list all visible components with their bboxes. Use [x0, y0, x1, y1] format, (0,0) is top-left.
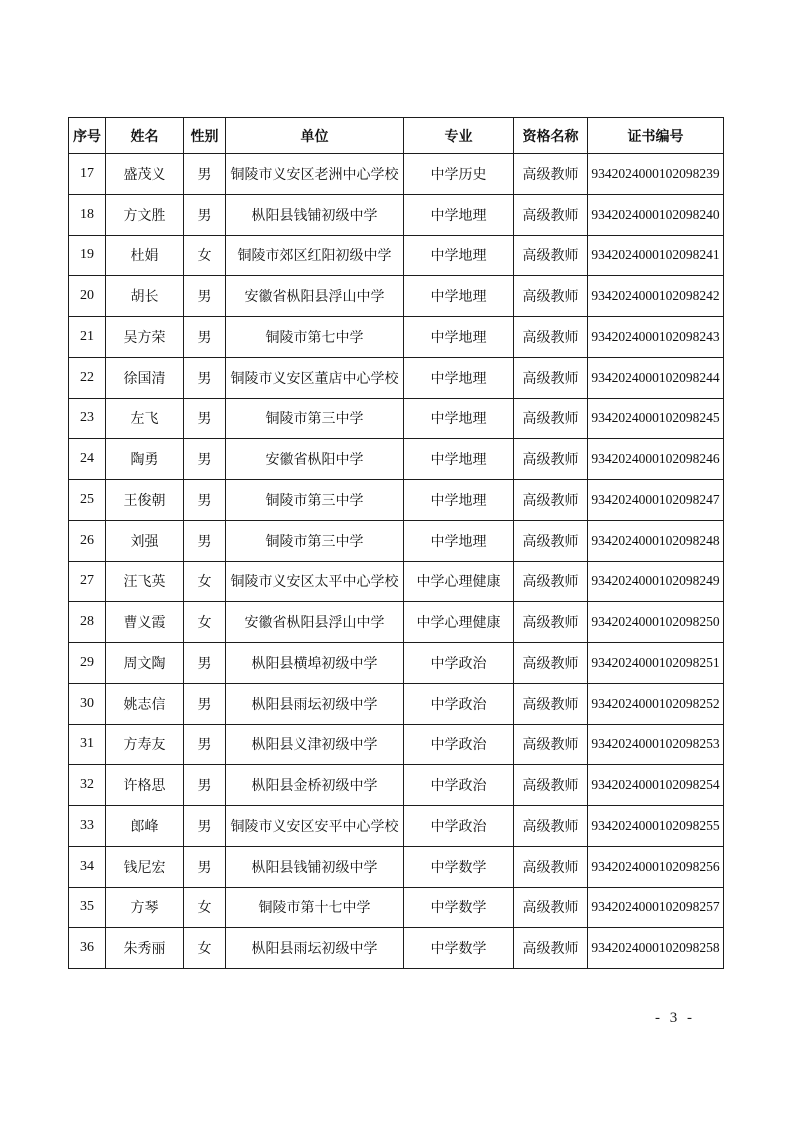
table-cell: 铜陵市郊区红阳初级中学: [226, 235, 404, 276]
table-cell: 钱尼宏: [106, 846, 184, 887]
table-cell: 高级教师: [514, 235, 588, 276]
table-cell: 枞阳县金桥初级中学: [226, 765, 404, 806]
table-cell: 女: [184, 235, 226, 276]
column-header: 序号: [69, 118, 106, 154]
table-cell: 高级教师: [514, 846, 588, 887]
table-cell: 枞阳县横埠初级中学: [226, 643, 404, 684]
table-body: [69, 154, 724, 969]
table-cell: 铜陵市第十七中学: [226, 887, 404, 928]
table-cell: 中学数学: [404, 928, 514, 969]
table-cell: 中学政治: [404, 683, 514, 724]
table-cell: 17: [69, 154, 106, 195]
table-cell: 安徽省枞阳县浮山中学: [226, 276, 404, 317]
column-header: 单位: [226, 118, 404, 154]
table-cell: 中学地理: [404, 317, 514, 358]
table-cell: 9342024000102098242: [588, 276, 724, 317]
table-row: [69, 480, 724, 521]
table-row: [69, 194, 724, 235]
table-cell: 中学数学: [404, 887, 514, 928]
table-cell: 32: [69, 765, 106, 806]
table-cell: 24: [69, 439, 106, 480]
table-cell: 29: [69, 643, 106, 684]
table-cell: 中学历史: [404, 154, 514, 195]
table-cell: 男: [184, 194, 226, 235]
table-cell: 男: [184, 357, 226, 398]
table-cell: 左飞: [106, 398, 184, 439]
page-number: - 3 -: [655, 1010, 695, 1026]
table-row: [69, 398, 724, 439]
table-cell: 男: [184, 643, 226, 684]
table-cell: 中学地理: [404, 357, 514, 398]
table-row: [69, 928, 724, 969]
table-cell: 姚志信: [106, 683, 184, 724]
table-cell: 高级教师: [514, 276, 588, 317]
table-cell: 中学地理: [404, 398, 514, 439]
table-cell: 高级教师: [514, 398, 588, 439]
column-header: 资格名称: [514, 118, 588, 154]
table-cell: 铜陵市第七中学: [226, 317, 404, 358]
table-cell: 19: [69, 235, 106, 276]
table-cell: 中学地理: [404, 276, 514, 317]
table-header: [69, 118, 724, 154]
column-header: 证书编号: [588, 118, 724, 154]
table-cell: 高级教师: [514, 480, 588, 521]
table-cell: 王俊朝: [106, 480, 184, 521]
table-row: [69, 439, 724, 480]
table-row: [69, 765, 724, 806]
table-cell: 中学政治: [404, 806, 514, 847]
table-cell: 男: [184, 439, 226, 480]
table-cell: 铜陵市第三中学: [226, 520, 404, 561]
table-cell: 36: [69, 928, 106, 969]
table-cell: 中学地理: [404, 439, 514, 480]
table-cell: 35: [69, 887, 106, 928]
table-cell: 中学地理: [404, 194, 514, 235]
table-cell: 18: [69, 194, 106, 235]
table-cell: 周文陶: [106, 643, 184, 684]
teacher-qualification-table: [68, 117, 724, 969]
table-cell: 9342024000102098245: [588, 398, 724, 439]
table-cell: 男: [184, 154, 226, 195]
table-cell: 女: [184, 561, 226, 602]
table-header-row: [69, 118, 724, 154]
table-cell: 方文胜: [106, 194, 184, 235]
table-cell: 9342024000102098257: [588, 887, 724, 928]
table-cell: 高级教师: [514, 602, 588, 643]
table-cell: 高级教师: [514, 724, 588, 765]
table-cell: 汪飞英: [106, 561, 184, 602]
table-cell: 方寿友: [106, 724, 184, 765]
table-cell: 安徽省枞阳县浮山中学: [226, 602, 404, 643]
table-cell: 男: [184, 683, 226, 724]
table-cell: 中学数学: [404, 846, 514, 887]
table-cell: 女: [184, 602, 226, 643]
table-row: [69, 154, 724, 195]
table-cell: 中学政治: [404, 765, 514, 806]
table-cell: 高级教师: [514, 561, 588, 602]
column-header: 专业: [404, 118, 514, 154]
table-cell: 安徽省枞阳中学: [226, 439, 404, 480]
table-cell: 枞阳县雨坛初级中学: [226, 928, 404, 969]
table-cell: 高级教师: [514, 357, 588, 398]
table-cell: 曹义霞: [106, 602, 184, 643]
table-cell: 陶勇: [106, 439, 184, 480]
table-cell: 铜陵市义安区老洲中心学校: [226, 154, 404, 195]
table-row: [69, 643, 724, 684]
table-cell: 33: [69, 806, 106, 847]
table-cell: 高级教师: [514, 154, 588, 195]
table-cell: 28: [69, 602, 106, 643]
table-cell: 高级教师: [514, 806, 588, 847]
table-cell: 中学政治: [404, 724, 514, 765]
table-cell: 9342024000102098249: [588, 561, 724, 602]
table-cell: 9342024000102098254: [588, 765, 724, 806]
column-header: 姓名: [106, 118, 184, 154]
table-cell: 男: [184, 724, 226, 765]
table-row: [69, 520, 724, 561]
table-cell: 中学心理健康: [404, 561, 514, 602]
table-cell: 9342024000102098241: [588, 235, 724, 276]
table-row: [69, 276, 724, 317]
table-cell: 胡长: [106, 276, 184, 317]
table-cell: 高级教师: [514, 520, 588, 561]
table-cell: 朱秀丽: [106, 928, 184, 969]
table-cell: 高级教师: [514, 317, 588, 358]
table-cell: 吴方荣: [106, 317, 184, 358]
table-row: [69, 235, 724, 276]
table-cell: 枞阳县义津初级中学: [226, 724, 404, 765]
table-cell: 铜陵市第三中学: [226, 398, 404, 439]
table-cell: 中学地理: [404, 235, 514, 276]
table-cell: 徐国清: [106, 357, 184, 398]
table-cell: 25: [69, 480, 106, 521]
table-cell: 方琴: [106, 887, 184, 928]
table-cell: 男: [184, 276, 226, 317]
table-cell: 27: [69, 561, 106, 602]
table-cell: 女: [184, 928, 226, 969]
table-cell: 9342024000102098256: [588, 846, 724, 887]
column-header: 性别: [184, 118, 226, 154]
table-cell: 许格思: [106, 765, 184, 806]
table-cell: 20: [69, 276, 106, 317]
table-row: [69, 602, 724, 643]
table-cell: 高级教师: [514, 765, 588, 806]
table-cell: 盛茂义: [106, 154, 184, 195]
table-cell: 9342024000102098253: [588, 724, 724, 765]
table-cell: 中学地理: [404, 480, 514, 521]
table-cell: 高级教师: [514, 643, 588, 684]
table-cell: 9342024000102098255: [588, 806, 724, 847]
table-row: [69, 887, 724, 928]
table-cell: 34: [69, 846, 106, 887]
table-cell: 中学政治: [404, 643, 514, 684]
table-cell: 中学心理健康: [404, 602, 514, 643]
table-cell: 26: [69, 520, 106, 561]
table-row: [69, 724, 724, 765]
table-cell: 9342024000102098239: [588, 154, 724, 195]
table-cell: 高级教师: [514, 887, 588, 928]
table-row: [69, 846, 724, 887]
table-cell: 铜陵市第三中学: [226, 480, 404, 521]
table-cell: 铜陵市义安区董店中心学校: [226, 357, 404, 398]
table-cell: 高级教师: [514, 194, 588, 235]
table-cell: 9342024000102098247: [588, 480, 724, 521]
table-cell: 23: [69, 398, 106, 439]
table-cell: 高级教师: [514, 683, 588, 724]
table-row: [69, 561, 724, 602]
table-cell: 女: [184, 887, 226, 928]
table-row: [69, 317, 724, 358]
table-cell: 郎峰: [106, 806, 184, 847]
table-cell: 枞阳县雨坛初级中学: [226, 683, 404, 724]
table-cell: 9342024000102098240: [588, 194, 724, 235]
table-cell: 9342024000102098252: [588, 683, 724, 724]
table-cell: 刘强: [106, 520, 184, 561]
table-cell: 高级教师: [514, 928, 588, 969]
table-cell: 男: [184, 765, 226, 806]
table-cell: 男: [184, 846, 226, 887]
table-cell: 男: [184, 520, 226, 561]
table-cell: 9342024000102098246: [588, 439, 724, 480]
table-cell: 9342024000102098243: [588, 317, 724, 358]
table-row: [69, 806, 724, 847]
table-cell: 男: [184, 398, 226, 439]
table-cell: 铜陵市义安区安平中心学校: [226, 806, 404, 847]
table-cell: 男: [184, 317, 226, 358]
table-cell: 21: [69, 317, 106, 358]
table-cell: 铜陵市义安区太平中心学校: [226, 561, 404, 602]
table-cell: 9342024000102098251: [588, 643, 724, 684]
table-cell: 男: [184, 806, 226, 847]
table-cell: 男: [184, 480, 226, 521]
table-cell: 枞阳县钱铺初级中学: [226, 194, 404, 235]
table-cell: 9342024000102098258: [588, 928, 724, 969]
table-cell: 9342024000102098248: [588, 520, 724, 561]
table-cell: 中学地理: [404, 520, 514, 561]
table-cell: 30: [69, 683, 106, 724]
table-cell: 31: [69, 724, 106, 765]
table-cell: 9342024000102098244: [588, 357, 724, 398]
table-cell: 枞阳县钱铺初级中学: [226, 846, 404, 887]
table-row: [69, 357, 724, 398]
table-cell: 高级教师: [514, 439, 588, 480]
table-cell: 杜娟: [106, 235, 184, 276]
table-cell: 22: [69, 357, 106, 398]
table-row: [69, 683, 724, 724]
table-cell: 9342024000102098250: [588, 602, 724, 643]
